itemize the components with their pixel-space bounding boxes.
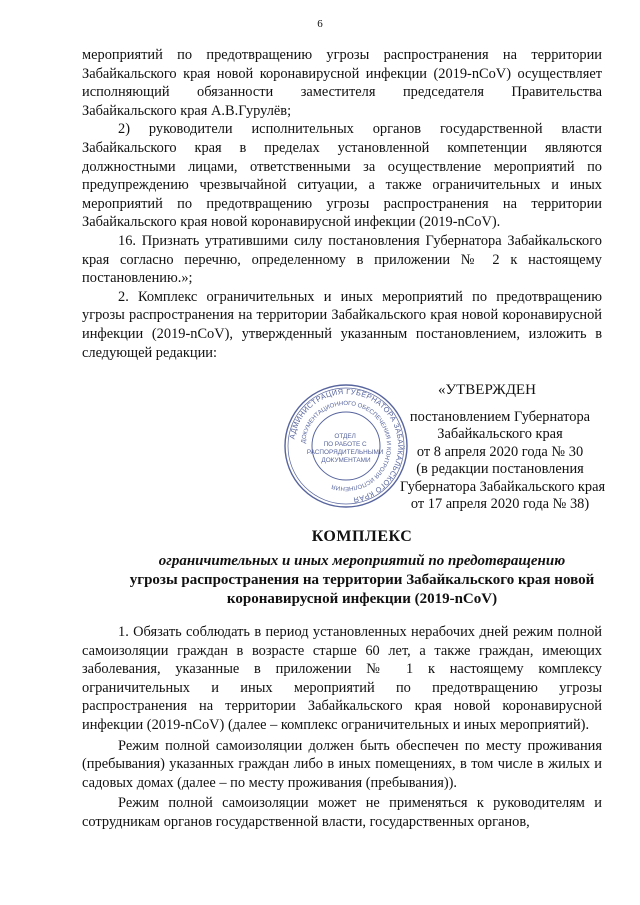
approval-line: Губернатора Забайкальского края (400, 478, 606, 495)
approval-line: Забайкальского края (437, 426, 563, 442)
official-seal-stamp (283, 383, 409, 509)
page-number: 6 (317, 18, 323, 30)
paragraph-item-2-complex: 2. Комплекс ограничительных и иных мероприятий по предотвращению угрозы распространения на территории Забайкальского края новой коронавирусной инфекции (2019-nCoV), утвержденный указанным постановлением, изложить в следующей редакции: (82, 288, 602, 361)
heading-subtitle-line: коронавирусной инфекции (2019-nCoV) (226, 591, 498, 607)
approval-approved: «УТВЕРЖДЕН (438, 382, 536, 398)
heading-title: КОМПЛЕКС (311, 528, 413, 545)
stamp-outer-ring-text: АДМИНИСТРАЦИЯ ГУБЕРНАТОРА ЗАБАЙКАЛЬСКОГО КРАЯ (287, 386, 406, 505)
paragraph-point-1: 1. Обязать соблюдать в период установленных нерабочих дней режим полной самоизоляции граждан в возрасте старше 60 лет, а также граждан, имеющих заболевания, указанные в приложении № 1 к настоящему комплексу ограничительных и иных мероприятий по предотвращению угрозы распространения на территории Забайкальского края новой коронавирусной инфекции (2019-nCoV) (далее – комплекс ограничительных и иных мероприятий). (82, 624, 602, 733)
document-heading (82, 527, 640, 609)
approval-line: от 17 апреля 2020 года № 38) (410, 496, 590, 512)
paragraph-item-16: 16. Признать утратившими силу постановления Губернатора Забайкальского края согласно перечню, определенному в приложении № 2 к настоящему постановлению.»; (82, 232, 602, 287)
approval-block (400, 382, 606, 514)
paragraph-item-2: 2) руководители исполнительных органов государственной власти Забайкальского края в пределах установленной компетенции являются должностными лицами, ответственными за осуществление мероприятий по предупреждению чрезвычайной ситуации, а также ограничительных и иных мероприятий по предотвращению угрозы распространения на территории Забайкальского края новой коронавирусной инфекции (2019-nCoV). (82, 121, 602, 231)
paragraph-isolation-place: Режим полной самоизоляции должен быть обеспечен по месту проживания (пребывания) указанных граждан либо в иных помещениях, в том числе в жилых и садовых домах (далее – по месту проживания (пребывания)). (82, 737, 602, 791)
stamp-center-text: ОТДЕЛ ПО РАБОТЕ С РАСПОРЯДИТЕЛЬНЫМИ ДОКУМЕНТАМИ (306, 433, 384, 464)
approval-line: постановлением Губернатора (409, 408, 591, 425)
paragraph-isolation-exceptions: Режим полной самоизоляции может не применяться к руководителям и сотрудникам органов государственной власти, государственных органов, (82, 795, 602, 830)
approval-line: от 8 апреля 2020 года № 30 (416, 443, 584, 460)
approval-line: (в редакции постановления (416, 461, 584, 477)
paragraph-continuation: мероприятий по предотвращению угрозы распространения на территории Забайкальского края новой коронавирусной инфекции (2019-nCoV) осуществляет исполняющий обязанности заместителя председателя Правительства Забайкальского края А.В.Гурулёв; (82, 47, 602, 119)
top-text-section (82, 46, 602, 362)
heading-subtitle-line: ограничительных и иных мероприятий по предотвращению (158, 553, 566, 569)
stamp-inner-ring-text: ДОКУМЕНТАЦИОННОГО ОБЕСПЕЧЕНИЯ И КОНТРОЛЯ ИСПОЛНЕНИЯ (301, 400, 392, 492)
body-text-section (82, 623, 602, 832)
heading-subtitle-line: угрозы распространения на территории Забайкальского края новой (129, 572, 595, 588)
